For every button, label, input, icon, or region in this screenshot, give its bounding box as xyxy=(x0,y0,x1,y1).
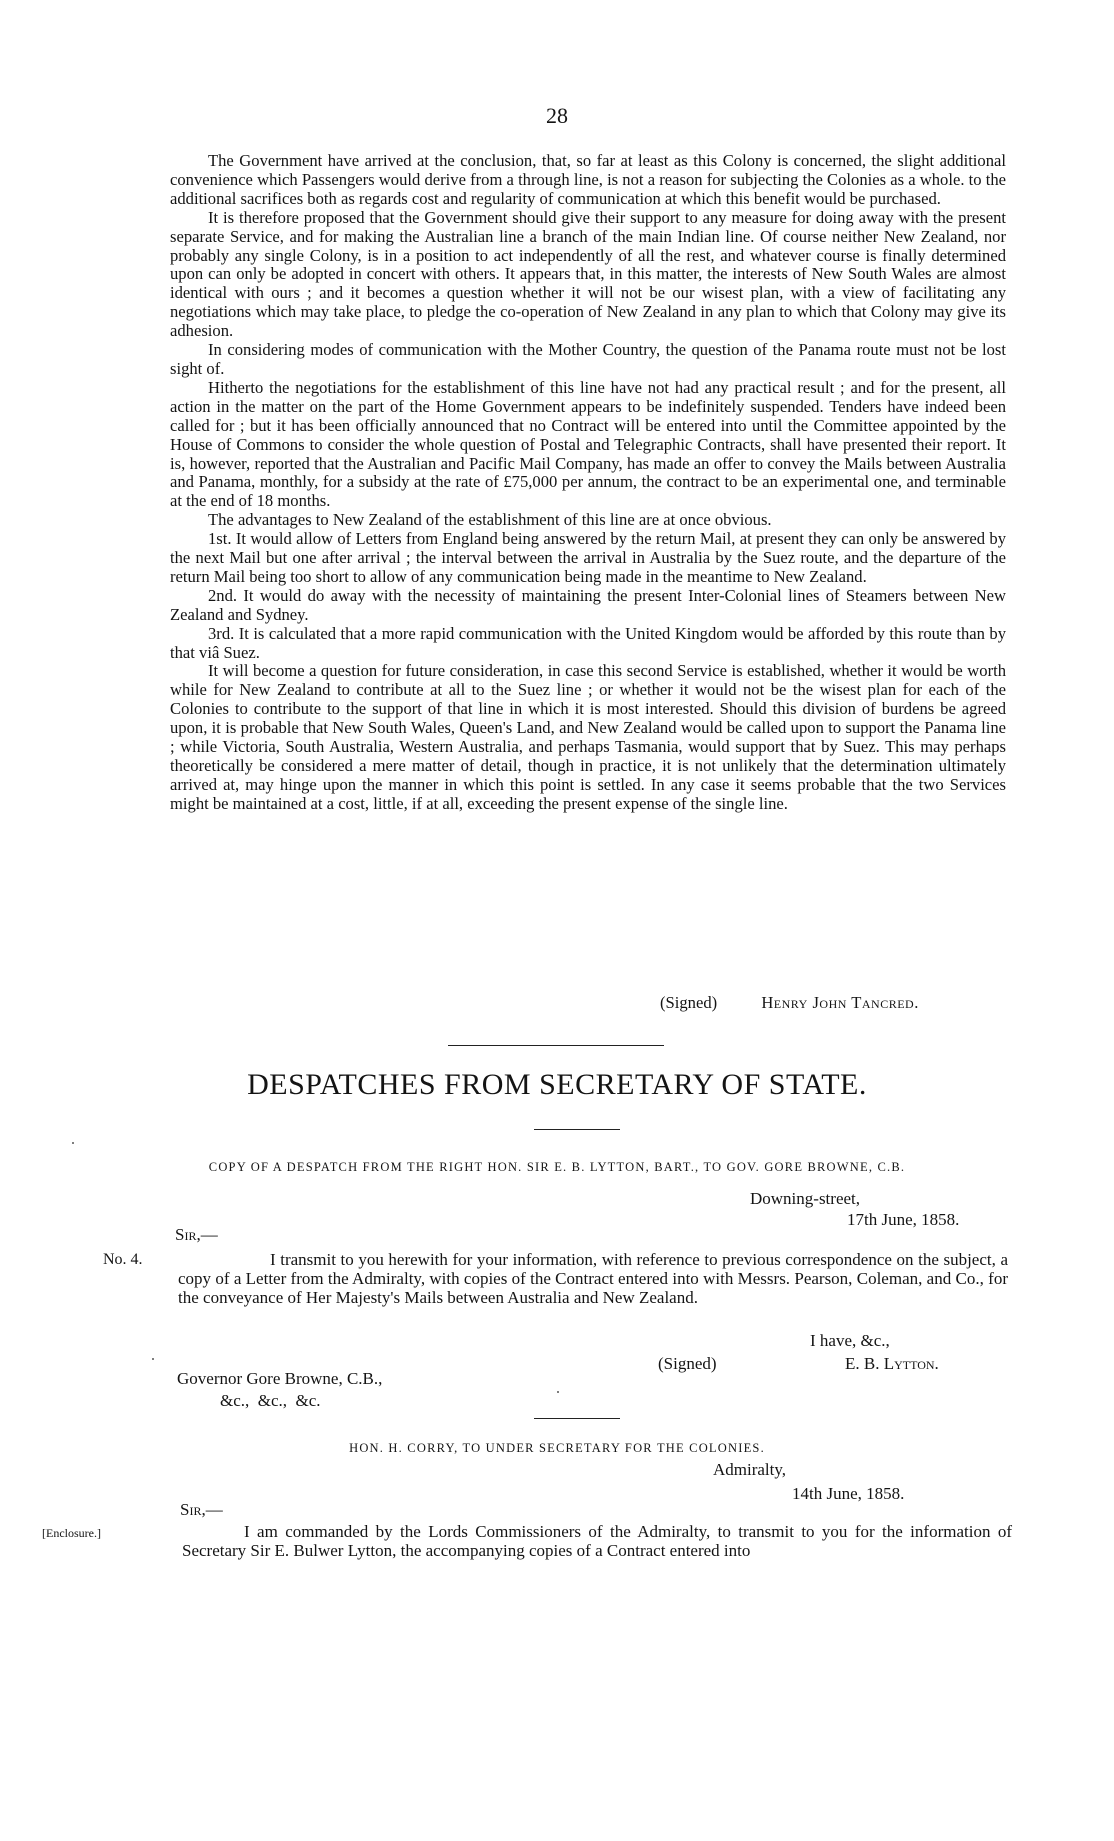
despatch-1-place: Downing-street, xyxy=(750,1189,861,1208)
despatch-1-signatory: E. B. Lytton. xyxy=(845,1354,939,1373)
signatory-name: Henry John Tancred. xyxy=(761,993,919,1012)
margin-mark xyxy=(152,1358,154,1360)
report-paragraph-4: Hitherto the negotiations for the establishment of this line have not had any practical result ; and for the present, all action in the matter on the part of the Home Government appears to be indefinitely suspended. Tenders have indeed been called for ; but it has been officially announced that no Contract will be entered into until the Committee appointed by the House of Commons to consider the whole question of Postal and Telegraphic Contracts, shall have presented their report. It is, however, reported that the Australian and Pacific Mail Company, has made an offer to convey the Mails between Australia and Panama, monthly, for a subsidy at the rate of £75,000 per annum, the contract to be an experimental one, and terminable at the end of 18 months. xyxy=(170,377,1006,511)
despatch-2-date: 14th June, 1858. xyxy=(792,1484,905,1503)
short-divider-rule xyxy=(534,1129,620,1130)
despatch-2-body xyxy=(182,1522,1012,1560)
despatch-1-body xyxy=(178,1250,1008,1307)
despatch-1-salutation: Sir,— xyxy=(175,1225,218,1244)
report-point-1: 1st. It would allow of Letters from England being answered by the return Mail, at present they can only be answered by the next Mail but one after arrival ; the interval between the arrival in Australia by the Suez route, and the departure of the return Mail being too short to allow of any communication being made in the meantime to New Zealand. xyxy=(170,529,1006,586)
despatch-2-place: Admiralty, xyxy=(713,1460,787,1479)
despatch-1-margin-note: No. 4. xyxy=(103,1251,143,1268)
signed-label: (Signed) xyxy=(660,993,718,1012)
despatch-2-paragraph: I am commanded by the Lords Commissioners of the Admiralty, to transmit to you for the information of Secretary Sir E. Bulwer Lytton, the accompanying copies of a Contract entered into xyxy=(182,1522,1012,1560)
report-point-2: 2nd. It would do away with the necessity of maintaining the present Inter-Colonial lines of Steamers between New Zealand and Sydney. xyxy=(170,585,1006,624)
despatch-1-addressee-etc: &c., &c., &c. xyxy=(220,1391,321,1410)
report-paragraph-3: In considering modes of communication with the Mother Country, the question of the Panama route must not be lost sight of. xyxy=(170,340,1006,378)
report-paragraph-5: The advantages to New Zealand of the establishment of this line are at once obvious. xyxy=(208,510,772,530)
margin-mark xyxy=(557,1391,559,1393)
despatch-1-closing: I have, &c., xyxy=(810,1331,890,1350)
despatch-1-addressee: Governor Gore Browne, C.B., xyxy=(177,1369,383,1388)
report-paragraph-2: It is therefore proposed that the Government should give their support to any measure for doing away with the present separate Service, and for making the Australian line a branch of the main Indian line. Of course neither New Zealand, nor probably any single Colony, is in a position to act independently of all the rest, and whatever course is finally determined upon can only be adopted in concert with others. It appears that, in this matter, the interests of New South Wales are almost identical with ours ; and it becomes a question whether it will not be our wisest plan, with a view of facilitating any negotiations which may take place, to pledge the co-operation of New Zealand in any plan to which that Colony may give its adhesion. xyxy=(170,207,1006,341)
report-body xyxy=(170,152,1006,814)
despatch-1-paragraph: I transmit to you herewith for your information, with reference to previous correspondence on the subject, a copy of a Letter from the Admiralty, with copies of the Contract entered into with Messrs. Pearson, Coleman, and Co., for the conveyance of Her Majesty's Mails between Australia and New Zealand. xyxy=(178,1250,1008,1307)
margin-mark xyxy=(72,1142,74,1144)
despatch-2-caption: HON. H. CORRY, TO UNDER SECRETARY FOR THE COLONIES. xyxy=(349,1441,765,1455)
despatch-1-signed-label: (Signed) xyxy=(658,1354,717,1373)
report-signature xyxy=(660,993,919,1013)
despatch-1-date: 17th June, 1858. xyxy=(847,1210,960,1229)
divider-rule xyxy=(448,1045,664,1046)
page-number: 28 xyxy=(546,103,568,128)
despatch-1-caption: COPY OF A DESPATCH FROM THE RIGHT HON. SIR E. B. LYTTON, BART., TO GOV. GORE BROWNE, C.B. xyxy=(208,1160,906,1174)
report-paragraph-1: The Government have arrived at the conclusion, that, so far at least as this Colony is concerned, the slight additional convenience which Passengers would derive from a through line, is not a reason for subjecting the Colonies as a whole. to the additional sacrifices both as regards cost and regularity of communication at which this benefit would be purchased. xyxy=(170,151,1006,208)
despatch-2-margin-note: [Enclosure.] xyxy=(42,1526,101,1540)
report-paragraph-9: It will become a question for future consideration, in case this second Service is established, whether it would be worth while for New Zealand to contribute at all to the Suez line ; or whether it would not be the wisest plan for each of the Colonies to contribute to the support of that line in which it is most interested. Should this division of burdens be agreed upon, it is probable that New South Wales, Queen's Land, and New Zealand would be called upon to support the Panama line ; while Victoria, South Australia, Western Australia, and perhaps Tasmania, would support that by Suez. This may perhaps theoretically be considered a mere matter of detail, though in practice, it is not unlikely that the determination ultimately arrived at, may hinge upon the manner in which this point is settled. In any case it seems probable that the two Services might be maintained at a cost, little, if at all, exceeding the present expense of the single line. xyxy=(170,661,1006,813)
report-point-3: 3rd. It is calculated that a more rapid communication with the United Kingdom would be afforded by this route than by that viâ Suez. xyxy=(170,623,1006,662)
despatch-2-salutation: Sir,— xyxy=(180,1500,223,1519)
short-divider-rule-2 xyxy=(534,1418,620,1419)
section-heading: DESPATCHES FROM SECRETARY OF STATE. xyxy=(247,1068,867,1101)
